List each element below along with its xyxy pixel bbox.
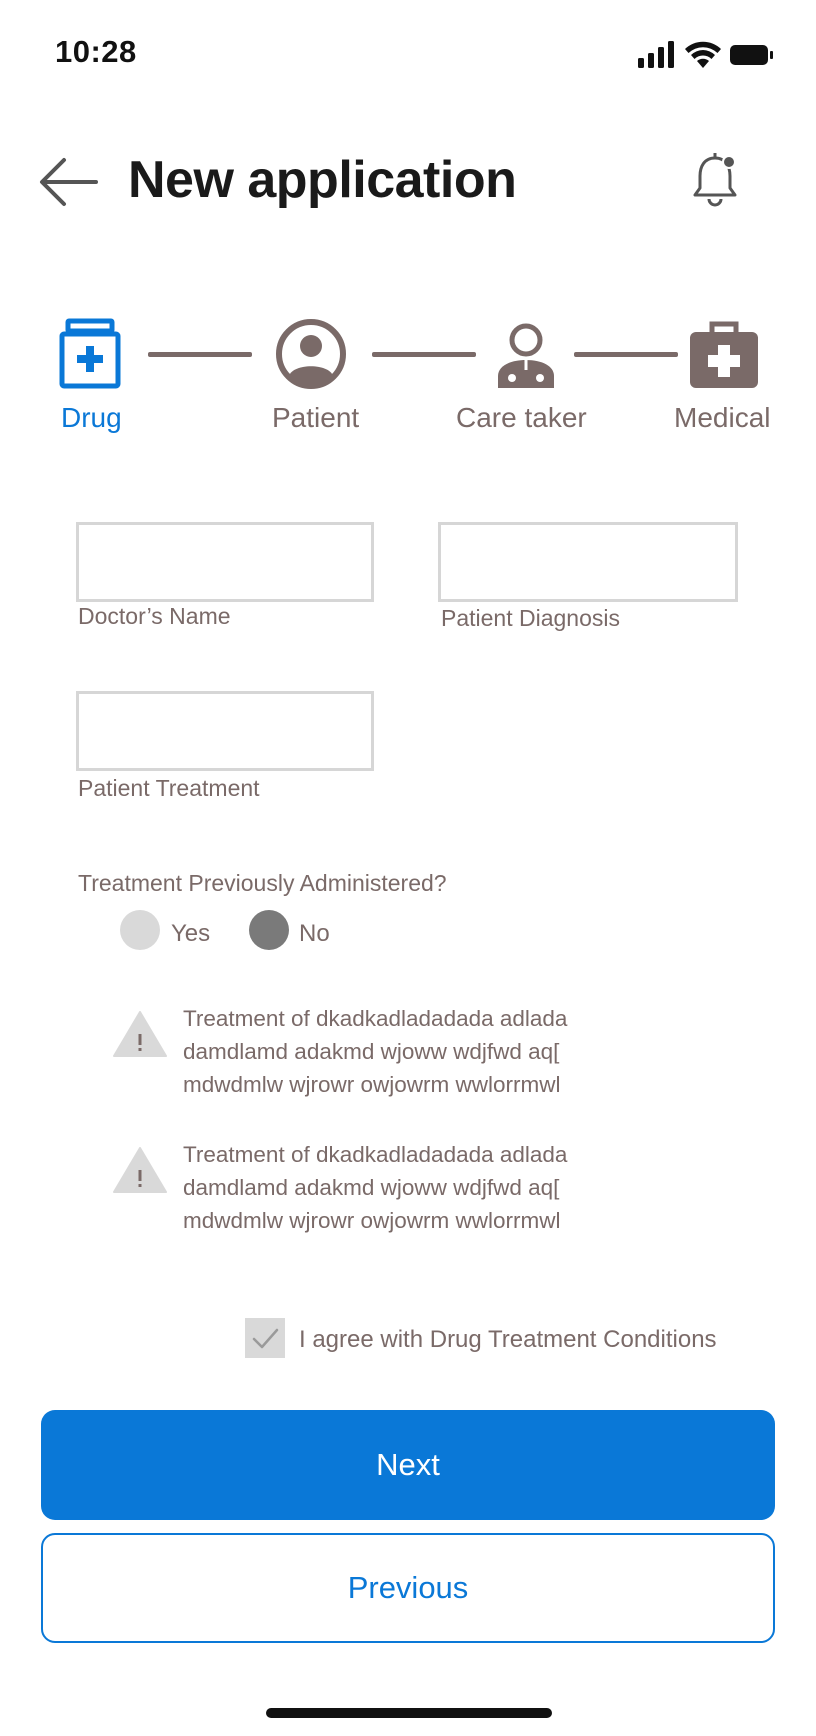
doctor-icon[interactable] — [490, 318, 562, 390]
warning-line: damdlamd adakmd wjoww wdjfwd aq[ — [183, 1175, 560, 1200]
bell-icon[interactable] — [690, 152, 740, 208]
signal-icon — [638, 41, 674, 68]
step-connector — [574, 352, 678, 357]
step-label-patient: Patient — [272, 402, 360, 433]
step-connector — [148, 352, 252, 357]
step-label-caretaker: Care taker — [456, 402, 587, 433]
warning-icon — [112, 1010, 168, 1058]
patient-avatar-icon[interactable] — [275, 318, 347, 390]
treatment-question: Treatment Previously Administered? — [78, 870, 447, 896]
status-time: 10:28 — [55, 34, 137, 69]
agree-label: I agree with Drug Treatment Conditions — [299, 1326, 717, 1353]
warning-icon — [112, 1146, 168, 1194]
status-icons — [636, 40, 774, 70]
warning-text — [183, 1138, 653, 1237]
radio-yes-label: Yes — [171, 920, 211, 947]
step-connector — [372, 352, 476, 357]
warning-line: mdwdmlw wjrowr owjowrm wwlorrmwl — [183, 1208, 561, 1233]
warning-line: damdlamd adakmd wjoww wdjfwd aq[ — [183, 1039, 560, 1064]
doctor-name-input[interactable] — [76, 522, 374, 602]
home-indicator — [266, 1708, 552, 1718]
patient-diagnosis-input[interactable] — [438, 522, 738, 602]
warning-line: Treatment of dkadkadladadada adlada — [183, 1006, 568, 1031]
checkmark-icon — [245, 1318, 285, 1358]
step-label-medical: Medical — [674, 402, 771, 433]
radio-no-label: No — [299, 920, 330, 947]
radio-yes[interactable] — [120, 910, 160, 950]
drug-bottle-icon[interactable] — [54, 318, 126, 390]
agree-checkbox[interactable] — [245, 1318, 285, 1358]
doctor-name-label: Doctor’s Name — [78, 603, 231, 629]
warning-line: Treatment of dkadkadladadada adlada — [183, 1142, 568, 1167]
next-button[interactable]: Next — [41, 1410, 775, 1520]
wifi-icon — [685, 42, 721, 68]
warning-text — [183, 1002, 653, 1101]
page-title: New application — [128, 151, 517, 209]
patient-diagnosis-label: Patient Diagnosis — [441, 605, 620, 631]
patient-treatment-label: Patient Treatment — [78, 775, 260, 801]
warning-line: mdwdmlw wjrowr owjowrm wwlorrmwl — [183, 1072, 561, 1097]
battery-icon — [730, 45, 773, 65]
radio-no[interactable] — [249, 910, 289, 950]
medical-kit-icon[interactable] — [688, 318, 760, 390]
arrow-left-icon[interactable] — [36, 150, 100, 214]
step-label-drug: Drug — [61, 402, 122, 433]
previous-button[interactable]: Previous — [41, 1533, 775, 1643]
patient-treatment-input[interactable] — [76, 691, 374, 771]
